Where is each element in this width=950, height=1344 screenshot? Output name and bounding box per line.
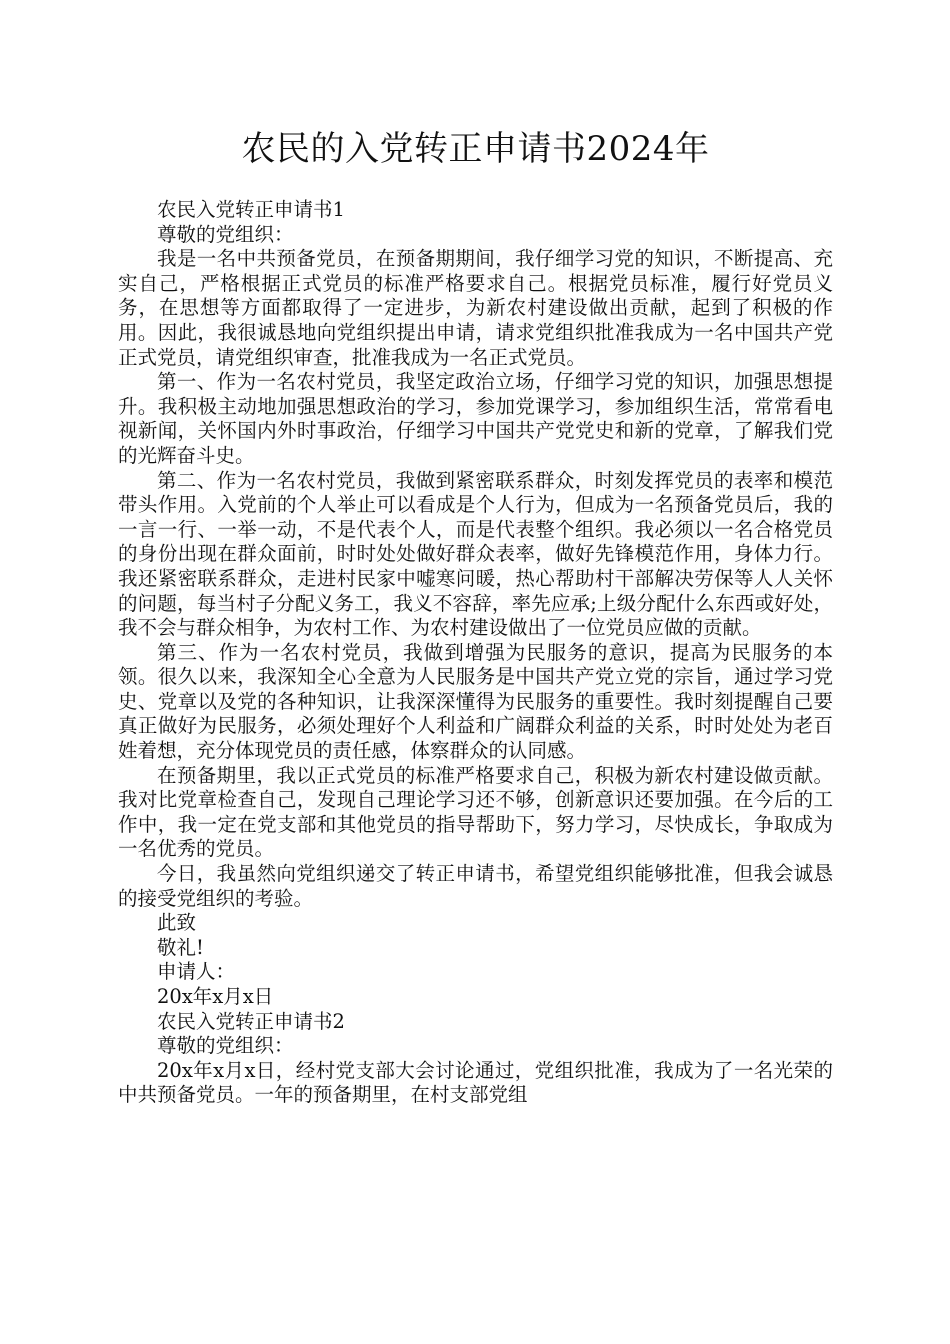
salutation: 尊敬的党组织：	[157, 222, 294, 246]
document-title: 农民的入党转正申请书2024年	[241, 129, 710, 169]
paragraph: 在预备期里，我以正式党员的标准严格要求自己，积极为新农村建设做贡献。我对比党章检查自己，发现自己理论学习还不够，创新意识还要加强。在今后的工作中，我一定在党支部和其他党员的指导帮助下，努力学习，尽快成长，争取成为一名优秀的党员。	[118, 763, 833, 861]
paragraph: 今日，我虽然向党组织递交了转正申请书，希望党组织能够批准，但我会诚恳的接受党组织的考验。	[118, 862, 833, 910]
date-line: 20x年x月x日	[157, 985, 274, 1008]
section-heading: 农民入党转正申请书1	[157, 198, 345, 221]
closing-line: 此致	[157, 911, 197, 935]
document-page	[118, 0, 833, 1344]
paragraph: 第三、作为一名农村党员，我做到增强为民服务的意识，提高为民服务的本领。很久以来，我深知全心全意为人民服务是中国共产党立党的宗旨，通过学习党史、党章以及党的各种知识，让我深深懂得为民服务的重要性。我时刻提醒自己要真正做好为民服务，必须处理好个人利益和广阔群众利益的关系，时时处处为老百姓着想，充分体现党员的责任感，体察群众的认同感。	[118, 640, 833, 763]
paragraph: 第一、作为一名农村党员，我坚定政治立场，仔细学习党的知识，加强思想提升。我积极主动地加强思想政治的学习，参加党课学习，参加组织生活，常常看电视新闻，关怀国内外时事政治，仔细学习中国共产党党史和新的党章，了解我们党的光辉奋斗史。	[118, 370, 833, 467]
paragraph: 第二、作为一名农村党员，我做到紧密联系群众，时刻发挥党员的表率和模范带头作用。入党前的个人举止可以看成是个人行为，但成为一名预备党员后，我的一言一行、一举一动，不是代表个人，而是代表整个组织。我必须以一名合格党员的身份出现在群众面前，时时处处做好群众表率，做好先锋模范作用，身体力行。我还紧密联系群众，走进村民家中嘘寒问暖，热心帮助村干部解决劳保等人人关怀的问题，每当村子分配义务工，我义不容辞，率先应承;上级分配什么东西或好处，我不会与群众相争，为农村工作、为农村建设做出了一位党员应做的贡献。	[118, 468, 833, 640]
paragraph: 20x年x月x日，经村党支部大会讨论通过，党组织批准，我成为了一名光荣的中共预备党员。一年的预备期里，在村支部党组	[118, 1058, 833, 1107]
paragraph: 我是一名中共预备党员，在预备期期间，我仔细学习党的知识，不断提高、充实自己，严格根据正式党员的标准严格要求自己。根据党员标准，履行好党员义务，在思想等方面都取得了一定进步，为新农村建设做出贡献，起到了积极的作用。因此，我很诚恳地向党组织提出申请，请求党组织批准我成为一名中国共产党正式党员，请党组织审查，批准我成为一名正式党员。	[118, 247, 833, 369]
applicant-label: 申请人：	[157, 960, 236, 984]
section-heading: 农民入党转正申请书2	[157, 1009, 345, 1033]
salutation: 尊敬的党组织：	[157, 1034, 294, 1058]
closing-line: 敬礼!	[157, 935, 204, 959]
document-body	[118, 198, 833, 1108]
